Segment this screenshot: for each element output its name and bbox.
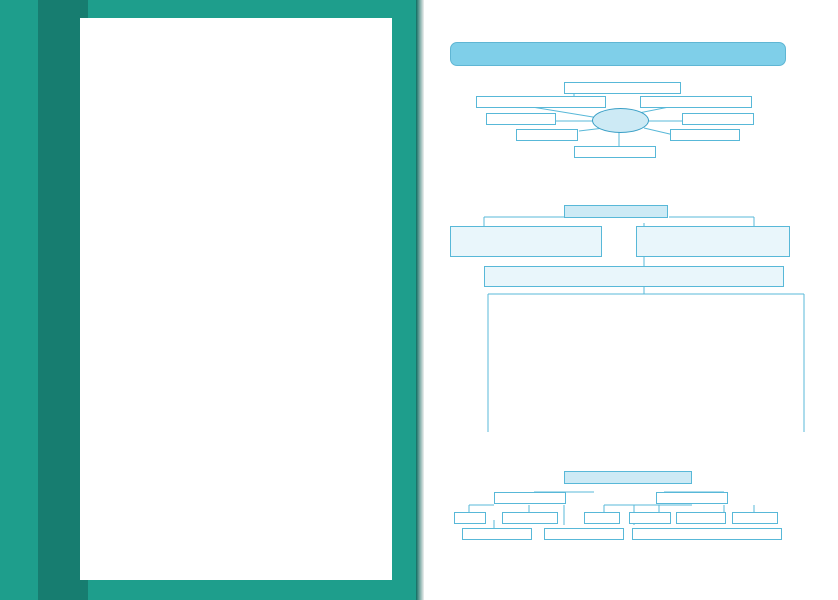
- invertebrates-table-wrap: [80, 18, 392, 580]
- chem-substances-box: [564, 471, 692, 484]
- sign-box: [564, 82, 681, 94]
- side-title: [46, 140, 80, 440]
- nucleic-box: [544, 528, 624, 540]
- sign-box: [640, 96, 752, 108]
- water-box: [454, 512, 486, 524]
- invertebrates-table: [80, 18, 392, 580]
- sign-box: [670, 129, 740, 141]
- macro-box: [450, 226, 602, 257]
- carbs-box: [676, 512, 726, 524]
- organogen-box: [484, 266, 784, 287]
- gases-box: [502, 512, 558, 524]
- micro-box: [636, 226, 790, 257]
- sign-box: [516, 129, 578, 141]
- right-page: [424, 0, 838, 600]
- chem-elements-box: [564, 205, 668, 218]
- signs-center-oval: [592, 108, 649, 133]
- table-body: [80, 18, 392, 580]
- sign-box: [574, 146, 656, 158]
- vitamins-box: [732, 512, 778, 524]
- atp-box: [632, 528, 782, 540]
- organic-box: [656, 492, 728, 504]
- salts-box: [462, 528, 532, 540]
- sign-box: [486, 113, 556, 125]
- sign-box: [682, 113, 754, 125]
- inorganic-box: [494, 492, 566, 504]
- lipids-box: [629, 512, 671, 524]
- book-spine: [416, 0, 424, 600]
- page-title-banner: [450, 42, 786, 66]
- sign-box: [476, 96, 606, 108]
- proteins-box: [584, 512, 620, 524]
